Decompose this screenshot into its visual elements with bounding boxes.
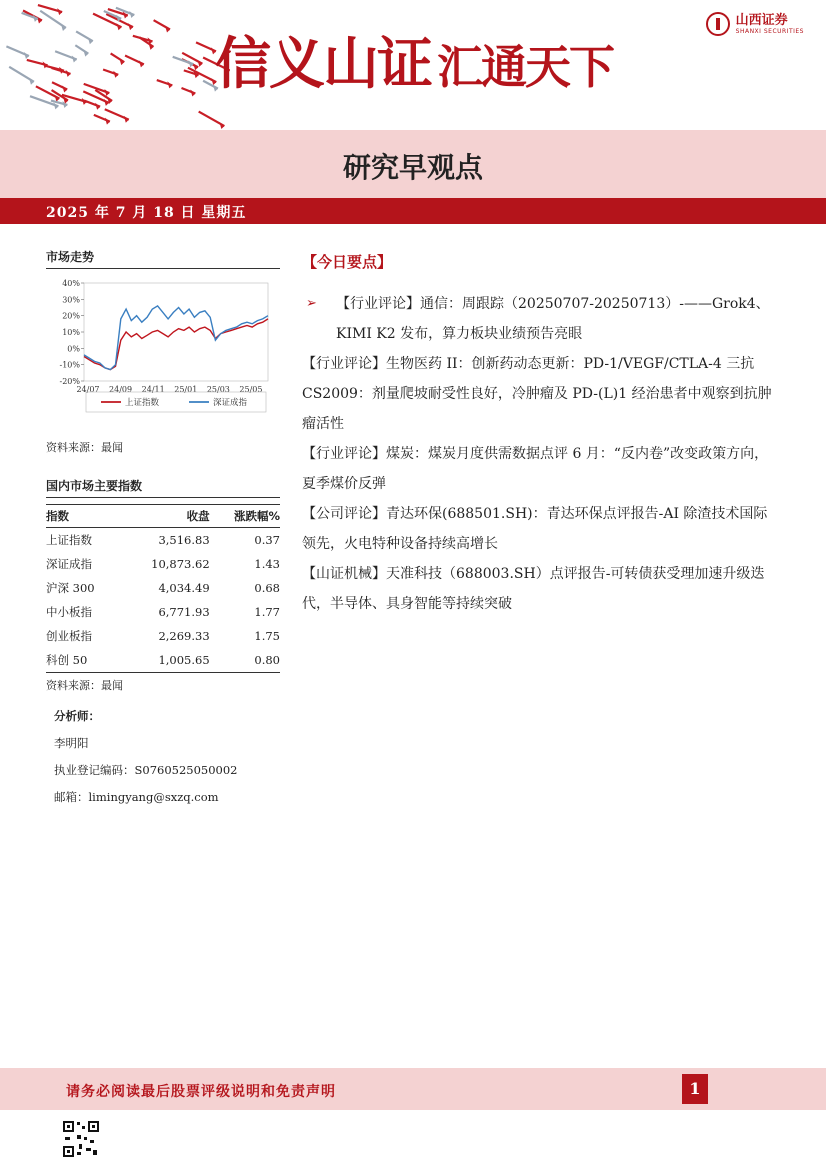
slogan-part2: 汇通天下	[437, 40, 613, 94]
logo-english: SHANXI SECURITIES	[735, 27, 804, 35]
company-logo	[706, 12, 804, 36]
arrow-head	[37, 17, 42, 24]
y-tick-label: 30%	[62, 295, 80, 305]
analyst-email[interactable]: 邮箱：limingyang@sxzq.com	[54, 790, 219, 804]
index-close: 6,771.93	[158, 605, 210, 619]
table-row	[46, 600, 280, 624]
col-header-close: 收盘	[120, 505, 209, 528]
chart-source: 资料来源：最闻	[46, 441, 123, 454]
table-row	[46, 528, 280, 553]
indices-title: 国内市场主要指数	[46, 477, 280, 498]
y-tick-label: 10%	[62, 328, 80, 337]
table-row	[46, 576, 280, 600]
arrow-head	[105, 118, 110, 125]
arrow-head	[139, 60, 144, 67]
x-tick-label: 24/11	[141, 385, 165, 394]
arrow-head	[62, 86, 67, 93]
y-tick-label: -10%	[59, 360, 80, 370]
arrow-decoration	[0, 0, 230, 130]
x-tick-label: 25/01	[174, 385, 198, 394]
index-change: 0.37	[254, 533, 280, 547]
analyst-name: 李明阳	[54, 736, 89, 750]
logo-mark-icon	[706, 12, 730, 36]
table-row	[46, 552, 280, 576]
indices-source: 资料来源：最闻	[46, 679, 123, 692]
arrow-head	[165, 26, 170, 33]
index-name: 上证指数	[46, 533, 92, 547]
index-change: 0.80	[210, 648, 280, 673]
highlights-title: 【今日要点】	[302, 253, 393, 271]
index-name: 中小板指	[46, 605, 92, 619]
highlight-item: 【行业评论】煤炭：煤炭月度供需数据点评 6 月：“反内卷”改变政策方向，夏季煤价反弹	[302, 446, 769, 492]
index-close: 1,005.65	[120, 648, 209, 673]
table-row	[46, 624, 280, 648]
index-name: 创业板指	[46, 629, 92, 643]
arrow-head	[117, 23, 122, 30]
x-tick-label: 24/07	[76, 385, 100, 394]
index-close: 3,516.83	[158, 533, 210, 547]
arrow-bullet-icon: ➢	[306, 296, 317, 311]
arrow-head	[124, 116, 129, 123]
x-tick-label: 25/05	[239, 385, 263, 394]
arrow-head	[29, 78, 34, 85]
market-trend-chart	[46, 275, 280, 435]
col-header-change: 涨跌幅%	[210, 505, 280, 528]
arrow-head	[88, 37, 93, 44]
index-name: 沪深 300	[46, 581, 95, 595]
index-close: 4,034.49	[158, 581, 210, 595]
series-line-1	[84, 319, 268, 370]
arrow-head	[190, 90, 195, 97]
index-name: 科创 50	[46, 648, 120, 673]
arrow-head	[193, 63, 198, 70]
highlight-text: 【行业评论】通信：周跟踪（20250707-20250713）-——Grok4、KIMI K2 发布，算力板块业绩预告亮眼	[336, 296, 770, 342]
arrow-head	[83, 50, 88, 57]
report-date: 2025 年 7 月 18 日 星期五	[46, 205, 247, 221]
y-tick-label: 0%	[67, 344, 80, 354]
index-change: 1.75	[254, 629, 280, 643]
market-trend-title: 市场走势	[46, 248, 280, 269]
arrow-head	[197, 60, 202, 67]
index-name: 深证成指	[46, 557, 92, 571]
series-line-2	[84, 306, 268, 370]
arrow-head	[219, 122, 224, 129]
index-change: 0.68	[254, 581, 280, 595]
arrow-head	[119, 58, 124, 65]
analyst-license: 执业登记编码：S0760525050002	[54, 763, 238, 777]
y-tick-label: -20%	[59, 377, 80, 386]
report-title: 研究早观点	[342, 151, 483, 184]
y-tick-label: 40%	[62, 279, 80, 288]
highlight-item	[302, 289, 780, 349]
logo-name: 山西证券	[735, 12, 788, 28]
plot-frame	[84, 283, 268, 381]
left-column	[46, 248, 280, 811]
index-change: 1.43	[254, 557, 280, 571]
arrow-head	[24, 52, 29, 59]
title-band	[0, 130, 826, 198]
highlight-item: 【山证机械】天准科技（688003.SH）点评报告-可转债获受理加速升级迭代，半导体、具身智能等持续突破	[302, 566, 765, 612]
index-close: 2,269.33	[158, 629, 210, 643]
index-close: 10,873.62	[151, 557, 210, 571]
highlight-item: 【行业评论】生物医药 II：创新药动态更新：PD-1/VEGF/CTLA-4 三抗 CS2009：剂量爬坡耐受性良好，冷肿瘤及 PD-(L)1 经治患者中观察到抗肿瘤活性	[302, 356, 772, 432]
x-tick-label: 25/03	[206, 385, 230, 394]
header-banner	[0, 0, 826, 130]
slogan	[215, 20, 613, 100]
index-change: 1.77	[254, 605, 280, 619]
arrow-head	[128, 23, 133, 30]
date-band	[0, 198, 826, 224]
analyst-label: 分析师：	[54, 709, 100, 723]
highlights-column	[302, 247, 780, 619]
highlight-item: 【公司评论】青达环保(688501.SH)：青达环保点评报告-AI 除渣技术国际领先，火电特种设备持续高增长	[302, 506, 768, 552]
indices-header-row	[46, 505, 280, 528]
table-row	[46, 648, 280, 673]
col-header-index: 指数	[46, 505, 120, 528]
analyst-block	[46, 703, 280, 811]
market-trend-chart-svg	[46, 275, 280, 435]
indices-table	[46, 504, 280, 673]
x-tick-label: 24/09	[109, 385, 133, 394]
page-number: 1	[682, 1074, 708, 1104]
qr-code-icon	[62, 1120, 100, 1158]
legend-label: 深证成指	[213, 398, 248, 408]
slogan-part1: 信义山证	[215, 32, 431, 97]
legend-label: 上证指数	[125, 398, 160, 408]
disclaimer-text: 请务必阅读最后股票评级说明和免责声明	[66, 1084, 336, 1100]
y-tick-label: 20%	[62, 311, 80, 321]
